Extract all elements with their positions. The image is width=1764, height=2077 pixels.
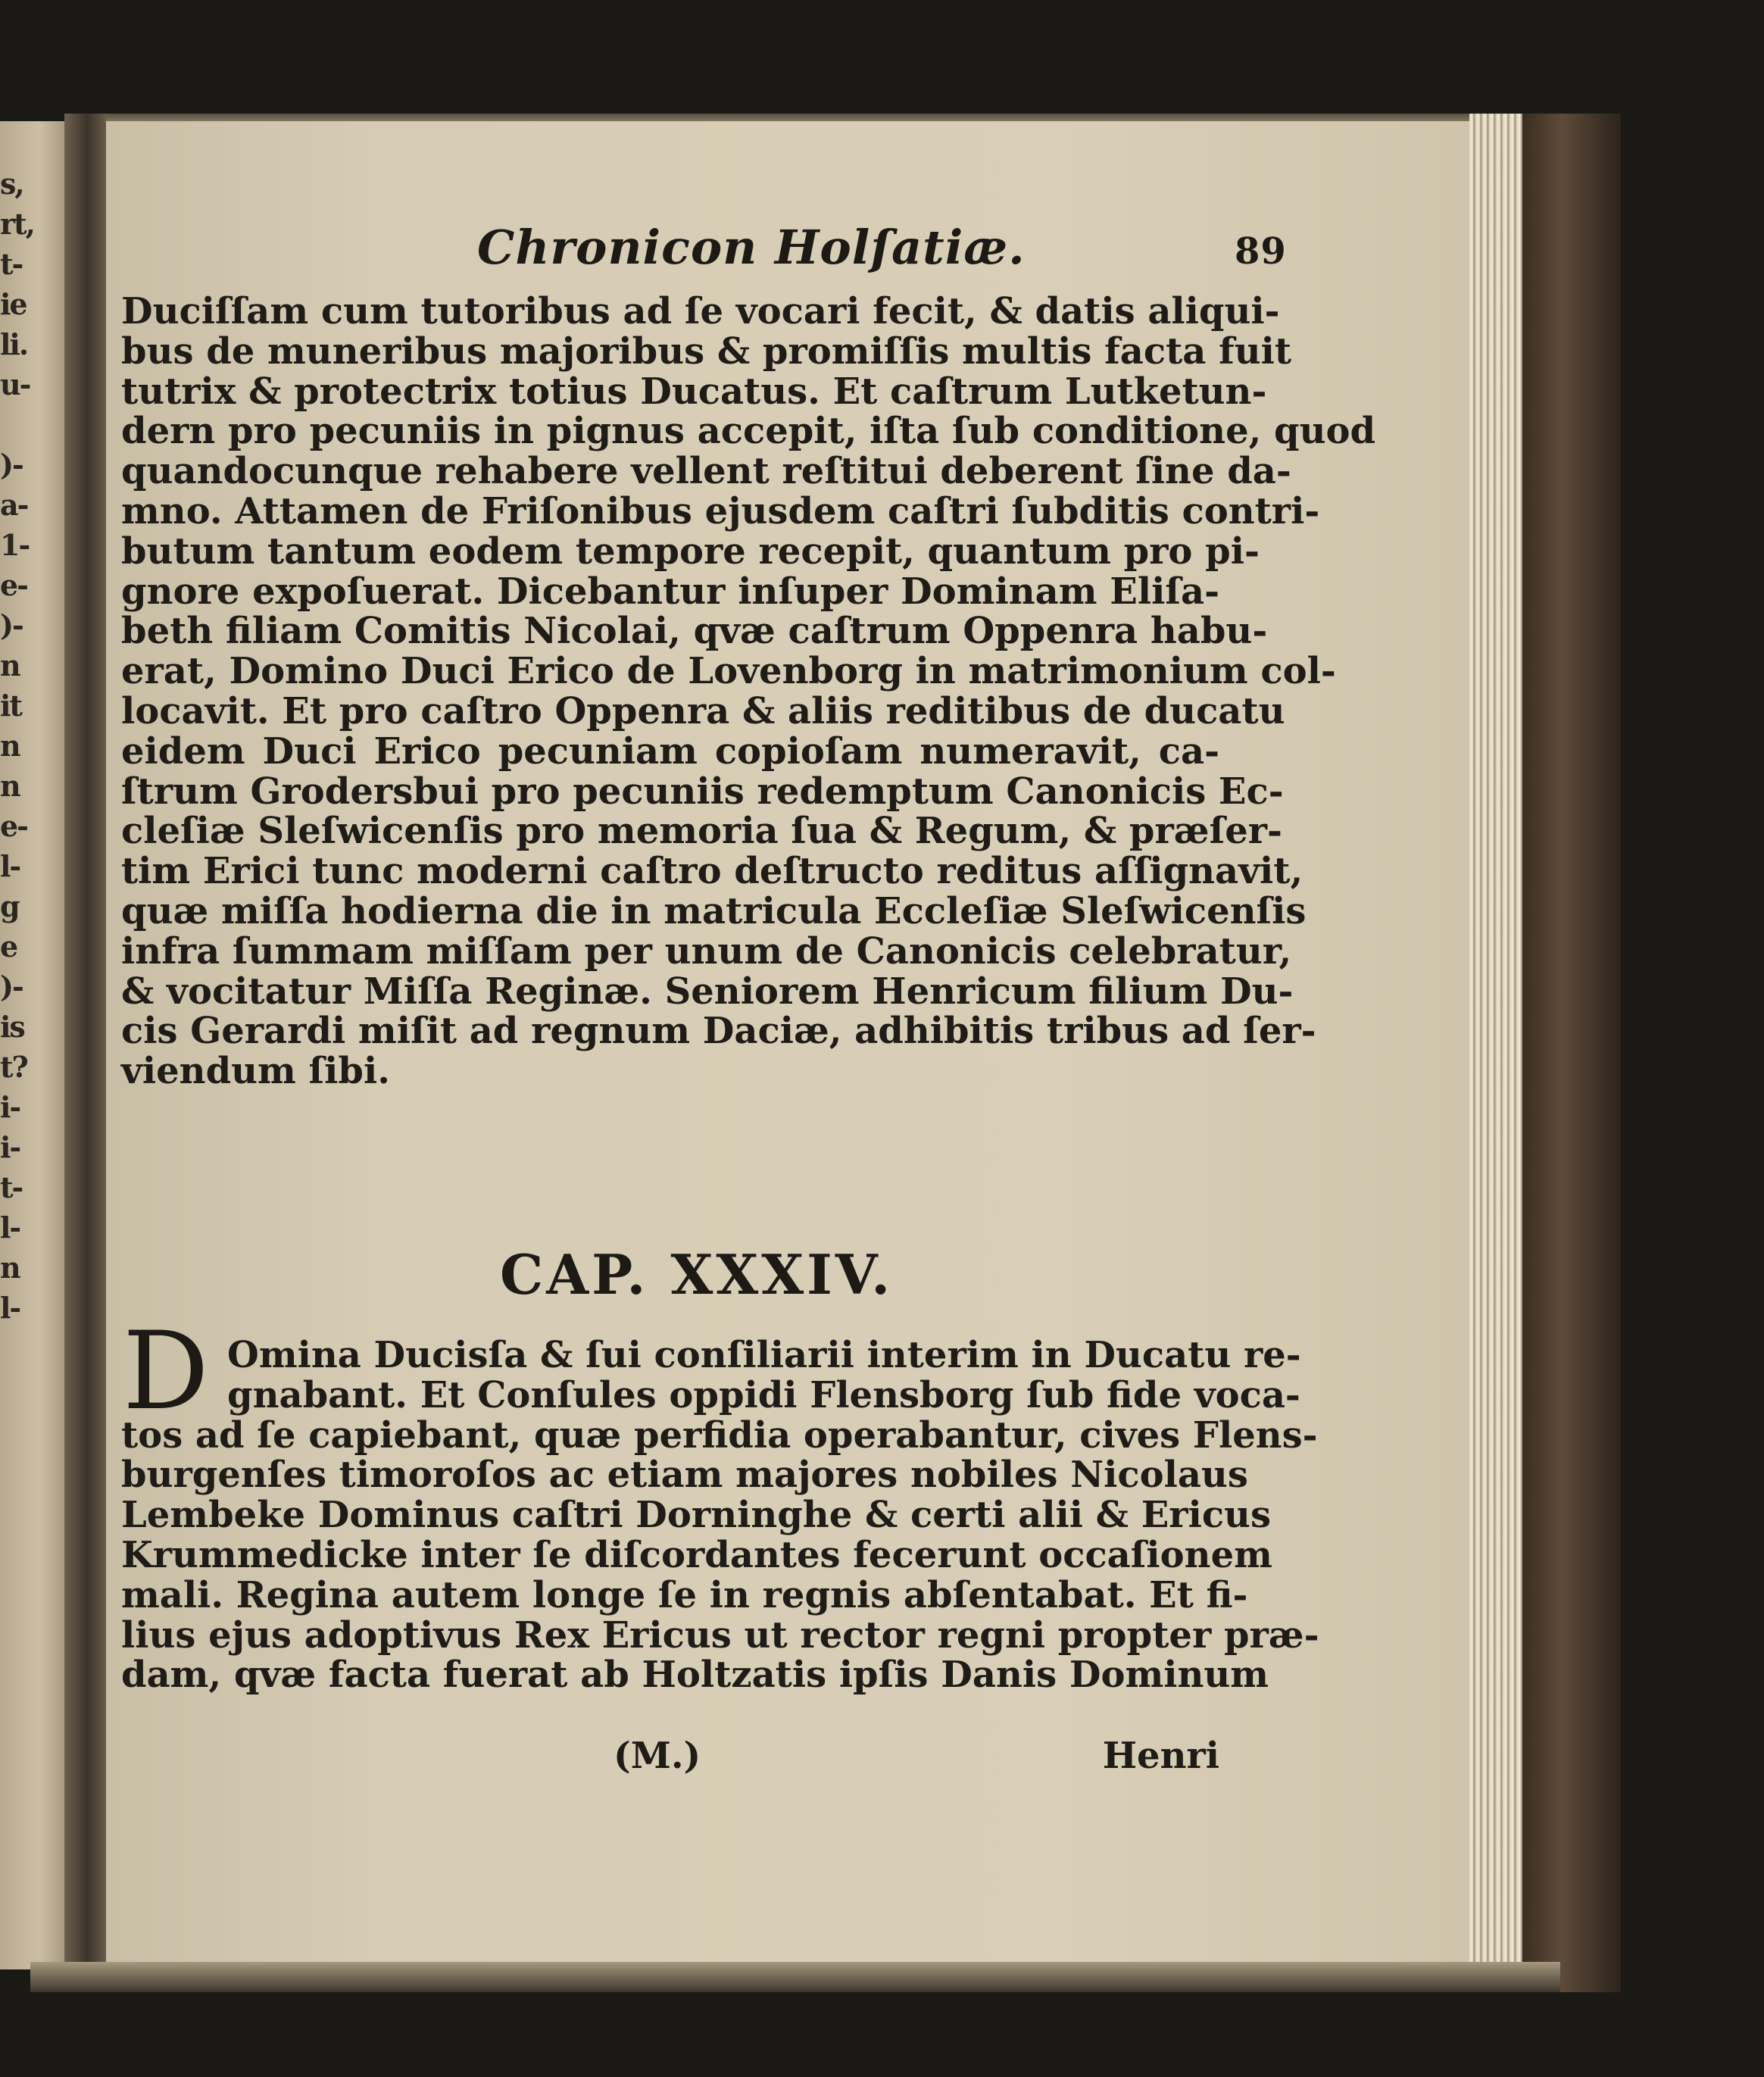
running-header [477, 220, 1287, 280]
facing-page-fragment: t- [0, 1170, 23, 1204]
drop-initial: D [123, 1309, 209, 1434]
text-line: & vocitatur Miſſa Reginæ. Seniorem Henricum filium Du- [121, 970, 1294, 1013]
facing-page-fragment: li. [0, 327, 28, 361]
facing-page-fragment: e- [0, 568, 27, 602]
text-line: Omina Ducisſa & ſui conſiliarii interim in Ducatu re- [227, 1334, 1301, 1376]
facing-page-fragment: is [0, 1010, 24, 1044]
text-line: Krummedicke inter ſe diſcordantes fecerunt occaſionem [121, 1533, 1272, 1576]
text-line: lius ejus adoptivus Rex Ericus ut rector regni propter præ- [121, 1613, 1319, 1657]
text-line: mno. Attamen de Friſonibus ejusdem caſtri ſubditis contri- [121, 489, 1320, 533]
text-line: Duciſſam cum tutoribus ad ſe vocari fecit, & datis aliqui- [121, 290, 1280, 333]
facing-page-fragment: u- [0, 367, 30, 401]
text-line: quandocunque rehabere vellent reſtitui deberent ſine da- [121, 450, 1291, 493]
catchword: Henri [1102, 1735, 1219, 1777]
text-line: infra ſummam miſſam per unum de Canonicis celebratur, [121, 929, 1292, 973]
text-line: erat, Domino Duci Erico de Lovenborg in matrimonium col- [121, 650, 1336, 693]
paragraph-1 [121, 290, 1376, 1093]
facing-page-fragment: l- [0, 1291, 20, 1325]
text-line: gnabant. Et Conſules oppidi Flensborg ſub fide voca- [227, 1373, 1300, 1416]
text-line: tos ad ſe capiebant, quæ perfidia operabantur, cives Flens- [121, 1413, 1318, 1457]
text-line: Lembeke Dominus caſtri Dorninghe & certi alii & Ericus [121, 1494, 1271, 1537]
facing-page-fragment: l- [0, 849, 20, 883]
facing-page-fragment: n [0, 769, 20, 803]
paragraph-2 [121, 1334, 1319, 1697]
facing-page-fragment: s, [0, 167, 23, 201]
text-line: eidem Duci Erico pecuniam copioſam numeravit, ca- [121, 729, 1219, 773]
text-line: butum tantum eodem tempore recepit, quantum pro pi- [121, 529, 1260, 573]
facing-page-fragment: )- [0, 608, 23, 642]
facing-page-fragment: a- [0, 488, 28, 522]
text-line: dern pro pecuniis in pignus accepit, iſta ſub conditione, quod [121, 410, 1376, 453]
facing-page-fragment: it [0, 689, 21, 723]
page-number: 89 [1235, 230, 1287, 273]
facing-page-fragment: l- [0, 1210, 20, 1245]
book-cover-edge [1522, 114, 1621, 1992]
text-line: ſtrum Grodersbui pro pecuniis redemptum Canonicis Ec- [121, 770, 1284, 813]
chapter-heading: CAP. XXXIV. [500, 1242, 894, 1307]
facing-page-fragment: rt, [0, 207, 34, 241]
text-line: cis Gerardi miſit ad regnum Daciæ, adhibitis tribus ad ſer- [121, 1010, 1316, 1053]
text-line: viendum ſibi. [121, 1050, 390, 1093]
facing-page-fragment: )- [0, 448, 23, 482]
facing-page-fragment: e [0, 929, 17, 964]
text-line: tim Erici tunc moderni caſtro deſtructo reditus aſſignavit, [121, 850, 1303, 893]
text-line: cleſiæ Sleſwicenſis pro memoria ſua & Regum, & præſer- [121, 810, 1282, 853]
text-line: dam, qvæ facta fuerat ab Holtzatis ipſis Danis Dominum [121, 1654, 1269, 1697]
facing-page-fragment: e- [0, 809, 27, 843]
page-footer [121, 1735, 1219, 1780]
facing-page-fragment: t? [0, 1050, 27, 1084]
text-line: mali. Regina autem longe ſe in regnis abſentabat. Et fi- [121, 1573, 1248, 1616]
text-line: bus de muneribus majoribus & promiſſis multis facta fuit [121, 330, 1292, 373]
text-line: beth filiam Comitis Nicolai, qvæ caſtrum Oppenra habu- [121, 610, 1268, 653]
facing-page-fragment: g [0, 889, 19, 923]
facing-page-fragment: t- [0, 247, 23, 281]
text-line: quæ miſſa hodierna die in matricula Eccleſiæ Sleſwicenſis [121, 889, 1307, 932]
facing-page-fragment: i- [0, 1090, 20, 1124]
facing-page-fragment: 1- [0, 528, 30, 562]
page-bottom-edge [30, 1962, 1560, 1992]
text-line: burgenſes timoroſos ac etiam majores nobiles Nicolaus [121, 1454, 1248, 1497]
facing-page-fragment: n [0, 1251, 20, 1285]
facing-page-fragment: ie [0, 287, 27, 321]
text-line: locavit. Et pro caſtro Oppenra & aliis reditibus de ducatu [121, 689, 1285, 732]
signature-mark: (M.) [613, 1735, 701, 1777]
left-page-edge [0, 121, 72, 1969]
facing-page-fragment: )- [0, 970, 23, 1004]
facing-page-fragment: n [0, 648, 20, 682]
text-line: tutrix & protectrix totius Ducatus. Et caſtrum Lutketun- [121, 370, 1267, 413]
facing-page-fragment: n [0, 729, 20, 763]
header-title: Chronicon Holſatiæ. [477, 220, 1026, 275]
facing-page-fragment: i- [0, 1130, 20, 1164]
text-line: gnore expoſuerat. Dicebantur inſuper Dominam Eliſa- [121, 570, 1219, 613]
